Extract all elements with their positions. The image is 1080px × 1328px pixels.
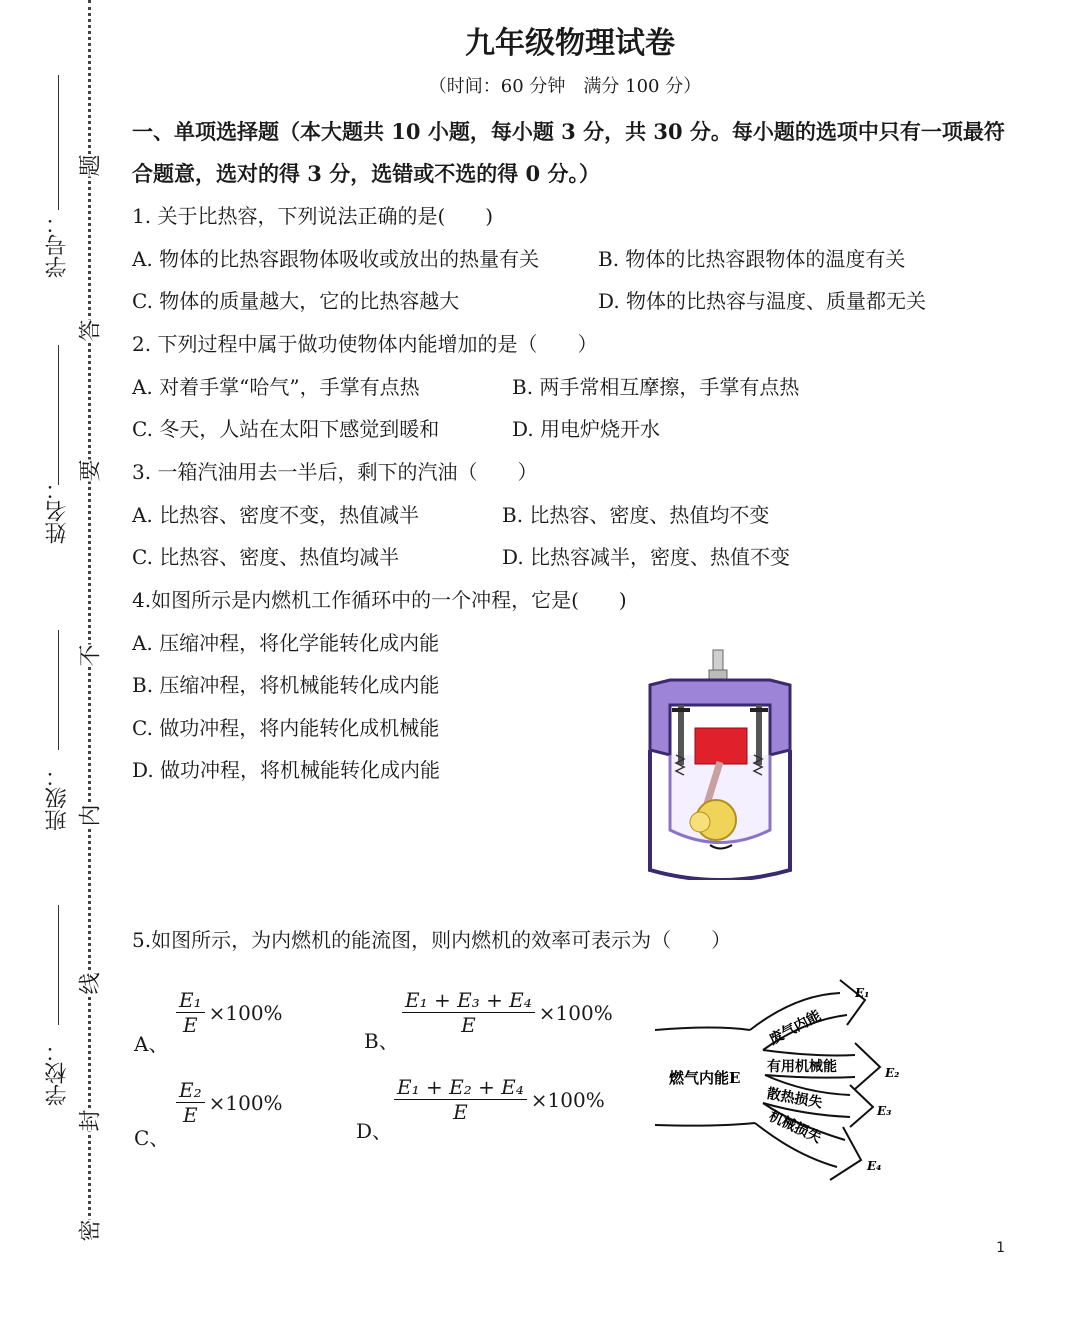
q3-option-c: C. 比热容、密度、热值均减半 [132, 545, 400, 569]
q4-option-d: D. 做功冲程，将机械能转化成内能 [132, 758, 441, 782]
q5-option-d-label: D、 [356, 1119, 393, 1143]
seal-char: 题 [74, 154, 105, 176]
q5-option-b-label: B、 [364, 1029, 399, 1053]
q4-option-b: B. 压缩冲程，将机械能转化成内能 [132, 673, 440, 697]
output-e2: E₂ [885, 1066, 900, 1080]
multiplier: ×100% [208, 1090, 283, 1115]
q1-option-d: D. 物体的比热容与温度、质量都无关 [598, 289, 927, 313]
q5-option-b-formula [398, 988, 613, 1037]
branch-heat-loss: 散热损失 [765, 1085, 824, 1112]
q3-option-d: D. 比热容减半，密度、热值不变 [502, 545, 791, 569]
branch-exhaust: 废气内能 [766, 1007, 824, 1049]
q1-option-b: B. 物体的比热容跟物体的温度有关 [598, 247, 906, 271]
seal-char: 不 [74, 644, 105, 666]
spark-plug-icon [713, 650, 723, 672]
label-student-id: 学号： [45, 212, 70, 278]
q1-option-a: A. 物体的比热容跟物体吸收或放出的热量有关 [132, 247, 540, 271]
q5-option-a-label: A、 [134, 1032, 169, 1056]
question-5-stem: 5.如图所示，为内燃机的能流图，则内燃机的效率可表示为（ ） [132, 928, 732, 952]
energy-flow-diagram [655, 975, 915, 1185]
label-name: 姓名： [45, 478, 70, 544]
q5-option-c-label: C、 [134, 1126, 170, 1150]
multiplier: ×100% [538, 1000, 613, 1025]
q5-option-a-formula [172, 988, 283, 1037]
energy-source-label: 燃气内能E [669, 1069, 741, 1087]
seal-char: 线 [74, 972, 105, 994]
denominator: E [453, 1100, 468, 1124]
seal-dotted-line [88, 0, 91, 1240]
seal-char: 封 [74, 1109, 105, 1131]
q2-option-b: B. 两手常相互摩擦，手掌有点热 [512, 375, 800, 399]
multiplier: ×100% [530, 1087, 605, 1112]
question-2-stem: 2. 下列过程中属于做功使物体内能增加的是（ ） [132, 332, 598, 356]
denominator: E [461, 1013, 476, 1037]
section-heading-line1: 一、单项选择题（本大题共 10 小题，每小题 3 分，共 30 分。每小题的选项中只有一项最符 [132, 119, 1005, 144]
numerator: E₁ + E₃ + E₄ [402, 988, 535, 1013]
numerator: E₁ [176, 988, 205, 1013]
branch-mech-loss: 机械损失 [766, 1108, 824, 1147]
blank-line-school [58, 905, 59, 1025]
question-4-stem: 4.如图所示是内燃机工作循环中的一个冲程，它是( ) [132, 588, 627, 612]
piston [695, 728, 747, 764]
branch-useful: 有用机械能 [767, 1059, 837, 1075]
question-3-stem: 3. 一箱汽油用去一半后，剩下的汽油（ ） [132, 460, 538, 484]
numerator: E₂ [176, 1078, 205, 1103]
q3-option-a: A. 比热容、密度不变，热值减半 [132, 503, 420, 527]
multiplier: ×100% [208, 1000, 283, 1025]
q2-option-a: A. 对着手掌“哈气”，手掌有点热 [132, 375, 420, 399]
blank-line-name [58, 345, 59, 485]
output-e3: E₃ [877, 1104, 892, 1118]
q3-option-b: B. 比热容、密度、热值均不变 [502, 503, 770, 527]
section-heading-line2: 合题意，选对的得 3 分，选错或不选的得 0 分。） [132, 161, 600, 186]
q2-option-c: C. 冬天，人站在太阳下感觉到暖和 [132, 417, 440, 441]
exam-subtitle: （时间：60 分钟 满分 100 分） [428, 76, 702, 97]
label-school: 学校： [45, 1040, 70, 1106]
seal-char: 要 [74, 459, 105, 481]
seal-char: 内 [74, 804, 105, 826]
output-e4: E₄ [867, 1159, 882, 1173]
seal-char: 答 [74, 319, 105, 341]
q1-option-c: C. 物体的质量越大，它的比热容越大 [132, 289, 460, 313]
page-number: 1 [996, 1240, 1005, 1256]
q5-option-c-formula [172, 1078, 283, 1127]
output-e1: E₁ [855, 986, 870, 1000]
seal-char: 密 [74, 1219, 105, 1241]
question-1-stem: 1. 关于比热容，下列说法正确的是( ) [132, 204, 494, 228]
page-title: 九年级物理试卷 [465, 26, 675, 61]
numerator: E₁ + E₂ + E₄ [394, 1075, 527, 1100]
q5-option-d-formula [390, 1075, 605, 1124]
q4-option-a: A. 压缩冲程，将化学能转化成内能 [132, 631, 440, 655]
blank-line-class [58, 630, 59, 750]
label-class: 班级： [45, 765, 70, 831]
q2-option-d: D. 用电炉烧开水 [512, 417, 661, 441]
q4-option-c: C. 做功冲程，将内能转化成机械能 [132, 716, 440, 740]
engine-diagram [640, 640, 860, 880]
denominator: E [183, 1013, 198, 1037]
denominator: E [183, 1103, 198, 1127]
